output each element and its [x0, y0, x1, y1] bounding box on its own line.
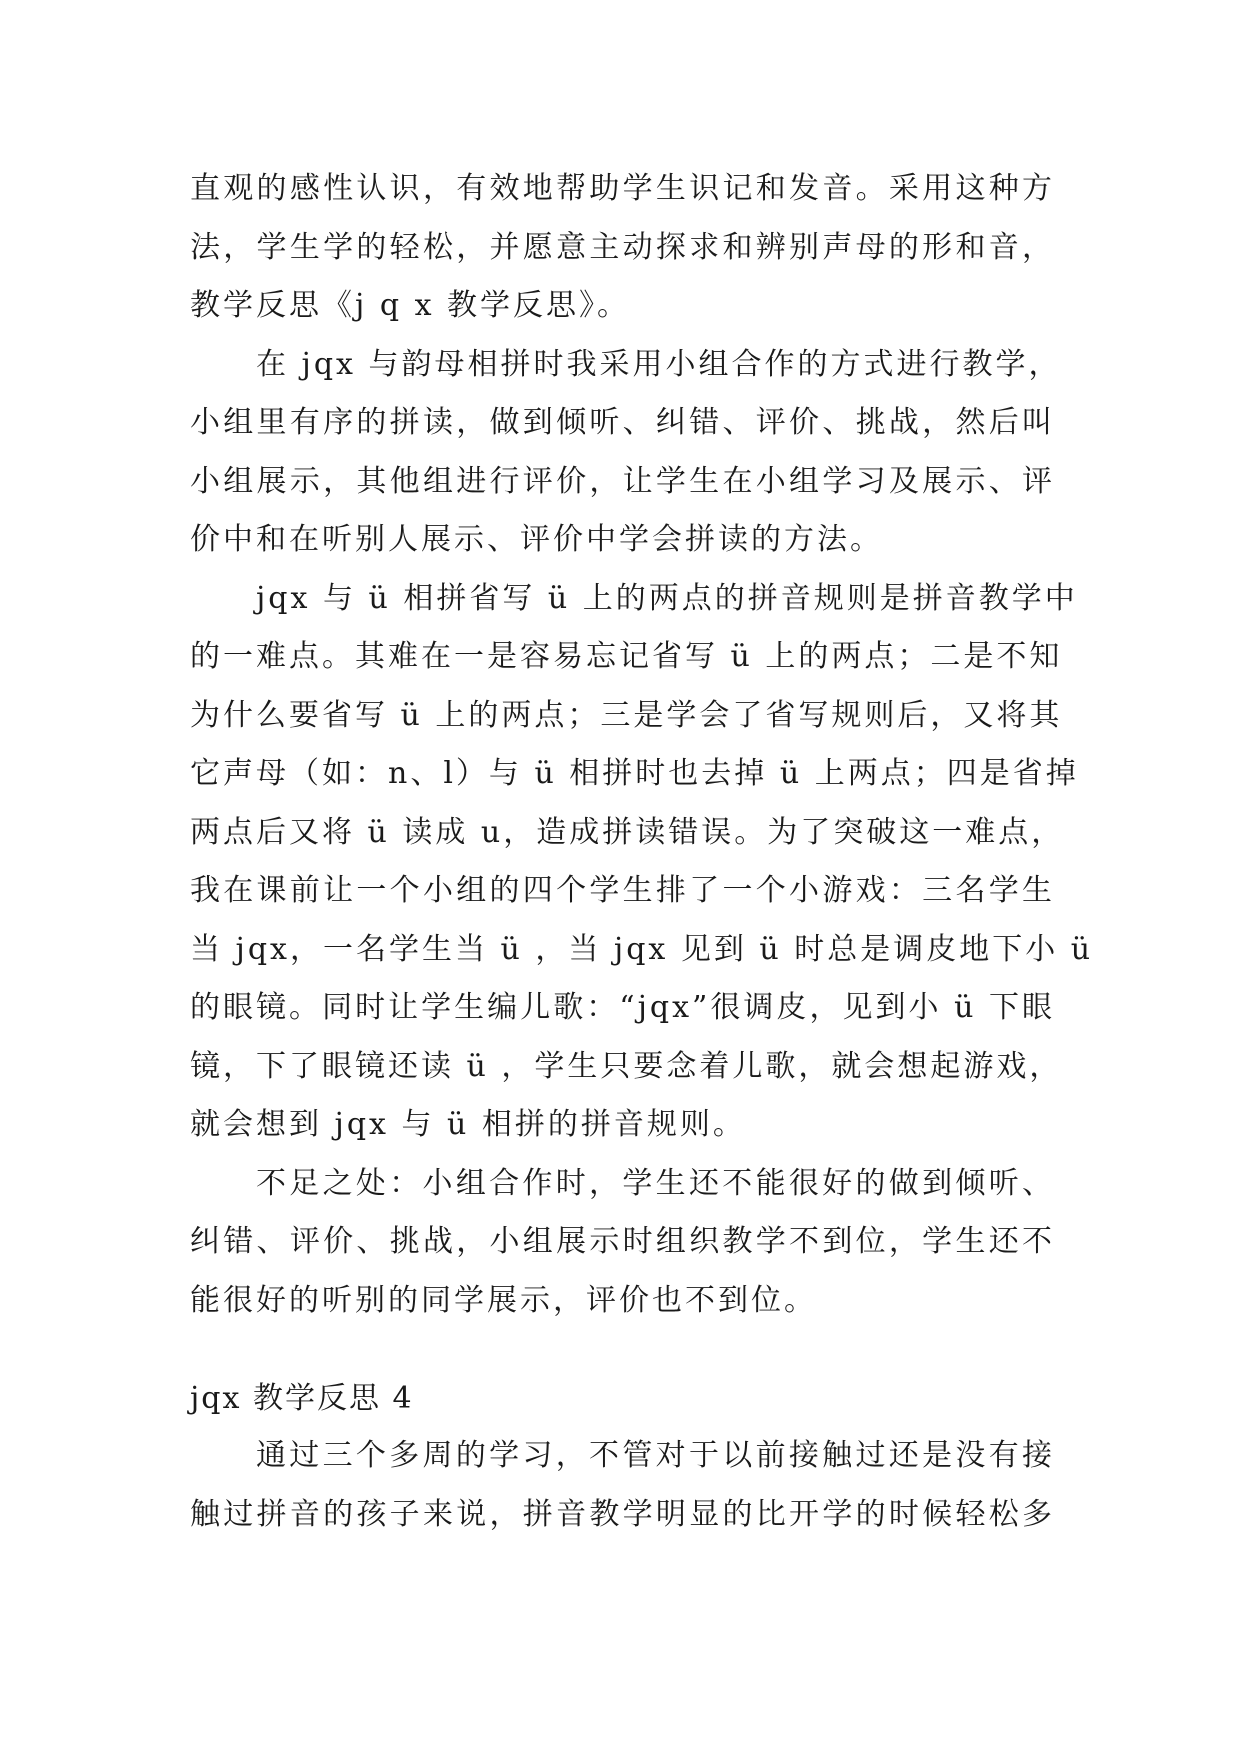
document-body: [190, 160, 1094, 1330]
text-line: jqx 与 ü 相拼省写 ü 上的两点的拼音规则是拼音教学中: [256, 580, 1078, 616]
text-line: 两点后又将 ü 读成 u，造成拼读错误。为了突破这一难点，: [190, 814, 1065, 850]
text-line: 法，学生学的轻松，并愿意主动探求和辨别声母的形和音，: [190, 229, 1055, 265]
text-line: 当 jqx，一名学生当 ü ，当 jqx 见到 ü 时总是调皮地下小 ü: [190, 931, 1094, 967]
text-line: 就会想到 jqx 与 ü 相拼的拼音规则。: [190, 1107, 746, 1142]
document-body-continued: [190, 1427, 1055, 1544]
text-line: 小组展示，其他组进行评价，让学生在小组学习及展示、评: [190, 463, 1055, 499]
section-heading: jqx 教学反思 4: [190, 1381, 414, 1416]
text-line: 镜，下了眼镜还读 ü ，学生只要念着儿歌，就会想起游戏，: [190, 1048, 1063, 1084]
text-line: 教学反思《j q x 教学反思》。: [190, 288, 631, 323]
text-line: 它声母（如：n、l）与 ü 相拼时也去掉 ü 上两点；四是省掉: [190, 756, 1079, 791]
text-line: 能很好的听别的同学展示，评价也不到位。: [190, 1282, 817, 1318]
text-line: 直观的感性认识，有效地帮助学生识记和发音。采用这种方: [190, 171, 1055, 206]
text-line: 在 jqx 与韵母相拼时我采用小组合作的方式进行教学，: [256, 346, 1062, 382]
text-line: 我在课前让一个小组的四个学生排了一个小游戏：三名学生: [190, 873, 1055, 908]
text-line: 小组里有序的拼读，做到倾听、纠错、评价、挑战，然后叫: [190, 405, 1055, 440]
text-line: 的一难点。其难在一是容易忘记省写 ü 上的两点；二是不知: [190, 639, 1063, 674]
text-line: 的眼镜。同时让学生编儿歌：“jqx”很调皮，见到小 ü 下眼: [190, 990, 1055, 1025]
text-line: 纠错、评价、挑战，小组展示时组织教学不到位，学生还不: [190, 1224, 1055, 1259]
text-line: 不足之处：小组合作时，学生还不能很好的做到倾听、: [256, 1165, 1055, 1201]
text-line: 价中和在听别人展示、评价中学会拼读的方法。: [190, 522, 883, 557]
text-line: 通过三个多周的学习，不管对于以前接触过还是没有接: [256, 1438, 1055, 1473]
text-line: 触过拼音的孩子来说，拼音教学明显的比开学的时候轻松多: [190, 1496, 1055, 1532]
text-line: 为什么要省写 ü 上的两点；三是学会了省写规则后，又将其: [190, 697, 1063, 733]
